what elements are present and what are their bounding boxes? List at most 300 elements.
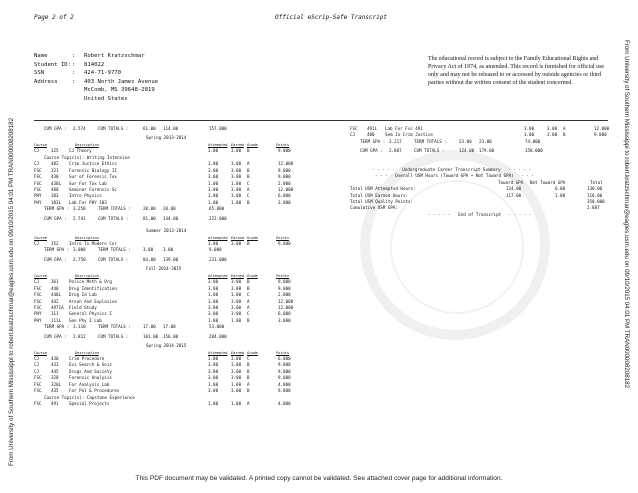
col-description: Description <box>75 142 99 147</box>
course-subject: FSC <box>350 126 358 131</box>
grade: C <box>247 356 250 361</box>
summary-toward: 117.00 <box>506 192 522 198</box>
summary-not-toward: 1.00 <box>555 192 566 198</box>
course-description: Intro Physics <box>69 193 102 199</box>
student-field <box>34 86 158 95</box>
attempted-hours: 3.00 <box>208 279 219 285</box>
totals-points: 65.000 <box>209 206 225 212</box>
grade: B <box>247 174 250 180</box>
attempted-hours: 3.00 <box>208 148 219 154</box>
col-grade: Grade <box>247 142 258 147</box>
grade: B <box>247 388 250 394</box>
earned-hours: 3.00 <box>231 311 242 317</box>
term-title: Spring 2014-2015 <box>146 343 187 349</box>
right-margin-delivery-note: From University of Southern Mississippi to robert.kratzschmar@eagles.usm.edu on 09/10/2015 04:01 PM TRAN000008208182 <box>623 40 630 389</box>
attempted-hours: 3.00 <box>208 167 219 173</box>
course-number: 352 <box>51 241 59 246</box>
totals-points: 9.000 <box>209 247 222 253</box>
student-field-separator: : <box>72 70 76 77</box>
col-attempted: Attempted <box>208 350 228 355</box>
summary-label: Total USM Earned Hours: <box>350 192 408 198</box>
col-attempted: Attempted <box>208 235 228 240</box>
earned-hours: 1.00 <box>231 401 242 407</box>
summary-label: Total USM Attempted Hours: <box>350 186 416 192</box>
course-subject: FSC <box>34 174 42 180</box>
totals-points: 53.000 <box>209 324 225 330</box>
col-course: Course <box>34 350 47 355</box>
totals-earned: 134.00 <box>163 215 179 221</box>
points: 9.000 <box>278 241 291 246</box>
attempted-hours: 3.00 <box>524 132 535 138</box>
grade: C <box>247 311 250 317</box>
left-margin-delivery-note: From University of Southern Mississippi to robert.kratzschmar@eagles.usm.edu on 09/10/2015 04:01 PM TRAN000008208182 <box>8 117 15 466</box>
gpa-totals-row <box>34 334 334 340</box>
course-subject: CJ <box>34 241 40 246</box>
term-title: Spring 2013-2014 <box>146 135 187 141</box>
col-grade: Grade <box>247 350 258 355</box>
earned-hours: 3.00 <box>231 241 242 246</box>
course-number: 497IA <box>51 304 64 310</box>
course-description: Police Meth & Org <box>69 279 112 285</box>
earned-hours: 3.00 <box>231 174 242 180</box>
totals-label: CUM TOTALS : <box>98 256 129 262</box>
grade: A <box>247 186 250 192</box>
grade: B <box>247 199 250 205</box>
col-points: Points <box>276 273 289 278</box>
totals-label: CUM TOTALS : <box>98 333 129 339</box>
course-description: Forensic Analysis <box>69 375 112 381</box>
col-grade: Grade <box>247 273 258 278</box>
earned-hours: 1.00 <box>231 180 242 186</box>
course-description: Sur For Tox Lab <box>69 180 107 186</box>
course-number: 320L <box>51 381 62 387</box>
totals-label: TERM TOTALS : <box>98 206 131 212</box>
course-number: 111 <box>51 311 59 317</box>
course-subject: FSC <box>34 180 42 186</box>
col-earned: Earned <box>231 235 244 240</box>
totals-label: CUM TOTALS : <box>98 215 129 221</box>
gpa-totals-row <box>350 148 620 154</box>
student-field-separator <box>72 86 84 95</box>
attempted-hours: 3.00 <box>208 311 219 317</box>
course-description: Field Study <box>69 304 97 310</box>
earned-hours: 3.00 <box>231 298 242 304</box>
earned-hours: 3.00 <box>231 362 242 368</box>
attempted-hours: 3.00 <box>208 304 219 310</box>
totals-earned: 20.00 <box>163 206 176 212</box>
totals-attempted: 23.00 <box>459 138 472 144</box>
earned-hours: 3.00 <box>231 304 242 310</box>
earned-hours: 3.00 <box>231 356 242 361</box>
attempted-hours: 3.00 <box>208 161 219 167</box>
col-course: Course <box>34 142 47 147</box>
totals-label: CUM TOTALS : <box>98 126 129 131</box>
course-subject: CJ <box>350 132 356 138</box>
earned-hours: 3.00 <box>231 161 242 167</box>
col-points: Points <box>276 350 289 355</box>
totals-attempted: 17.00 <box>143 324 156 330</box>
attempted-hours: 3.00 <box>208 368 219 374</box>
totals-label: TERM TOTALS : <box>98 324 131 330</box>
attempted-hours: 3.00 <box>208 186 219 192</box>
course-description: Drugs And Society <box>69 368 112 374</box>
points: 6.000 <box>278 193 291 199</box>
attempted-hours: 1.00 <box>208 292 219 298</box>
course-topic-text: Course Topic(s): Capstone Experience <box>44 394 135 400</box>
course-number: 430L <box>51 180 62 186</box>
course-number: 325 <box>51 148 59 154</box>
col-earned: Earned <box>231 273 244 278</box>
col-attempted: Attempted <box>208 142 228 147</box>
course-subject: FSC <box>34 285 42 291</box>
totals-earned: 114.00 <box>163 126 179 131</box>
grade: A <box>247 161 250 167</box>
course-subject: CJ <box>34 148 40 154</box>
summary-total: 2.887 <box>587 205 600 211</box>
points: 9.000 <box>594 132 607 138</box>
grade: B <box>563 132 566 138</box>
grade: B <box>247 167 250 173</box>
earned-hours: 3.00 <box>231 186 242 192</box>
validation-footer: This PDF document may be validated. A printed copy cannot be validated. See attached cover page for additional information. <box>135 475 503 482</box>
course-number: 482 <box>51 161 59 167</box>
earned-hours: 3.00 <box>547 126 558 131</box>
course-description: For Analysis Lab <box>69 381 110 387</box>
totals-label: TERM TOTALS : <box>414 138 447 144</box>
gpa-label: TERM GPA : <box>44 324 70 330</box>
col-points: Points <box>276 142 289 147</box>
student-field-value: McComb, MS 39648-2819 <box>84 87 155 94</box>
points: 4.000 <box>278 381 291 387</box>
header-divider <box>34 120 608 121</box>
course-subject: FSC <box>34 304 42 310</box>
course-number: 433 <box>51 362 59 368</box>
gpa-value: 3.217 <box>389 138 402 144</box>
course-description: Crim Justice Ethics <box>69 161 117 167</box>
student-field-separator <box>72 95 84 104</box>
course-subject: CJ <box>34 161 40 167</box>
student-field-value: United States <box>84 95 128 102</box>
course-number: 480 <box>367 132 375 138</box>
points: 12.000 <box>278 298 294 304</box>
points: 9.000 <box>278 285 291 291</box>
summary-subheading-text: - - - Overall USM Hours (Toward GPA + Not Toward GPA) - - - <box>375 173 534 179</box>
grade: B <box>247 368 250 374</box>
summary-total: 358.000 <box>587 198 605 204</box>
earned-hours: 3.00 <box>547 132 558 138</box>
course-description: Drug Id Lab <box>69 292 97 298</box>
totals-attempted: 101.00 <box>143 333 159 339</box>
grade: A <box>247 401 250 407</box>
course-description: Drug Identification <box>69 285 117 291</box>
totals-points: 358.000 <box>525 148 543 154</box>
points: 2.000 <box>278 180 291 186</box>
document-title: Official eScrip-Safe Transcript <box>275 14 387 21</box>
course-subject: PHY <box>34 317 42 323</box>
attempted-hours: 3.00 <box>208 356 219 361</box>
summary-label: Cumulative USM GPA: <box>350 205 398 211</box>
earned-hours: 1.00 <box>231 381 242 387</box>
totals-label: TERM TOTALS : <box>98 247 131 253</box>
points: 12.000 <box>594 126 610 131</box>
attempted-hours: 3.00 <box>208 241 219 246</box>
summary-total: 130.00 <box>587 186 603 192</box>
col-description: Description <box>75 350 99 355</box>
course-description: For Pol & Procedures <box>69 388 120 394</box>
course-description: Sur of Forensic Tox <box>69 174 117 180</box>
summary-col-not-toward: Not Toward GPA <box>530 179 566 185</box>
student-field-separator: : <box>72 61 76 68</box>
col-earned: Earned <box>231 350 244 355</box>
grade: B <box>247 285 250 291</box>
course-subject: FSC <box>34 298 42 304</box>
course-subject: CJ <box>34 362 40 368</box>
course-description: Forensic Biology II <box>69 167 117 173</box>
totals-attempted: 81.00 <box>143 215 156 221</box>
course-topic-text: Course Topic(s): Writing Intensive <box>44 154 130 160</box>
grade: A <box>247 298 250 304</box>
gpa-label: CUM GPA : <box>44 215 67 221</box>
totals-attempted: 3.00 <box>143 247 154 253</box>
gpa-totals-row <box>34 126 334 132</box>
course-number: 430 <box>51 356 59 361</box>
summary-toward: 124.00 <box>506 186 522 192</box>
student-field-value: 814022 <box>84 61 105 68</box>
points: 9.000 <box>278 174 291 180</box>
attempted-hours: 1.00 <box>208 317 219 323</box>
points: 9.000 <box>278 388 291 394</box>
course-number: 491 <box>51 401 59 407</box>
grade: B <box>247 279 250 285</box>
gpa-label: CUM GPA : <box>44 333 67 339</box>
gpa-totals-row <box>34 324 334 330</box>
course-description: CJ Theory <box>69 148 92 154</box>
col-earned: Earned <box>231 142 244 147</box>
summary-col-toward: Toward GPA <box>498 179 524 185</box>
course-description: Evi Search & Seiz <box>69 362 112 368</box>
points: 9.000 <box>278 167 291 173</box>
earned-hours: 1.00 <box>231 199 242 205</box>
attempted-hours: 3.00 <box>524 126 535 131</box>
course-subject: FSC <box>34 186 42 192</box>
totals-attempted: 61.00 <box>143 126 156 131</box>
gpa-label: TERM GPA : <box>44 247 70 253</box>
summary-col-total: Total <box>590 179 603 185</box>
left-column-courses <box>34 126 334 408</box>
attempted-hours: 3.00 <box>208 285 219 291</box>
student-field-value: Robert Kratzschmar <box>84 53 145 59</box>
gpa-totals-row <box>34 206 334 212</box>
course-subject: PHY <box>34 311 42 317</box>
grade: B <box>247 317 250 323</box>
grade: A <box>247 304 250 310</box>
gpa-totals-row <box>34 216 334 222</box>
student-field <box>34 78 158 87</box>
student-field-label <box>34 95 72 104</box>
grade: C <box>247 180 250 186</box>
grade: A <box>247 381 250 387</box>
course-number: 111L <box>51 317 62 323</box>
earned-hours: 3.00 <box>231 375 242 381</box>
course-number: 320 <box>51 375 59 381</box>
course-description: Special Projects <box>69 401 110 407</box>
student-field-label <box>34 86 72 95</box>
gpa-value: 3.000 <box>73 247 86 253</box>
points: 9.000 <box>278 375 291 381</box>
gpa-value: 2.574 <box>73 126 86 131</box>
totals-points: 157.000 <box>209 126 227 131</box>
gpa-label: TERM GPA : <box>360 138 386 144</box>
grade: B <box>247 362 250 368</box>
course-subject: FSC <box>34 381 42 387</box>
points: 9.000 <box>278 368 291 374</box>
student-field-label: Student ID: <box>34 61 72 68</box>
student-field-separator: : <box>72 78 76 85</box>
summary-heading-text: - - - - - Undergraduate Career Transcript Summary - - - - - <box>372 166 531 172</box>
student-field-label: Address <box>34 78 58 85</box>
earned-hours: 3.00 <box>231 388 242 394</box>
course-subject: FSC <box>34 388 42 394</box>
page-number: Page 2 of 2 <box>34 14 74 21</box>
points: 12.000 <box>278 304 294 310</box>
points: 3.000 <box>278 317 291 323</box>
totals-label: CUM TOTALS : <box>414 148 445 154</box>
earned-hours: 1.00 <box>231 292 242 298</box>
course-subject: FSC <box>34 401 42 407</box>
attempted-hours: 1.00 <box>208 199 219 205</box>
course-number: 480 <box>51 186 59 192</box>
student-field-label: SSN <box>34 70 45 77</box>
col-course: Course <box>34 273 47 278</box>
course-row <box>34 401 334 407</box>
earned-hours: 3.00 <box>231 279 242 285</box>
gpa-value: 2.812 <box>73 333 86 339</box>
totals-earned: 156.00 <box>163 333 179 339</box>
earned-hours: 3.00 <box>231 285 242 291</box>
points: 6.000 <box>278 356 291 361</box>
course-number: 103 <box>51 193 59 199</box>
student-field <box>34 52 158 61</box>
end-of-transcript-text: - - - - - End of Transcript - - - - - <box>428 211 532 217</box>
course-number: 435 <box>51 388 59 394</box>
gpa-label: CUM GPA : <box>360 148 383 154</box>
grade: B <box>247 241 250 246</box>
student-field-value: 424-71-9770 <box>84 70 122 77</box>
gpa-value: 3.118 <box>73 324 86 330</box>
course-subject: FSC <box>34 167 42 173</box>
grade: A <box>563 126 566 131</box>
earned-hours: 1.00 <box>231 317 242 323</box>
course-subject: CJ <box>34 368 40 374</box>
points: 9.000 <box>278 279 291 285</box>
attempted-hours: 1.00 <box>208 381 219 387</box>
gpa-value: 2.741 <box>73 215 86 221</box>
course-description: Seminar Forensic Sc <box>69 186 117 192</box>
col-grade: Grade <box>247 235 258 240</box>
grade: B <box>247 148 250 154</box>
course-number: 440L <box>51 292 62 298</box>
grade: B <box>247 375 250 381</box>
term-title: Fall 2014-2015 <box>146 266 182 272</box>
totals-earned: 3.00 <box>163 247 174 253</box>
right-column-courses <box>350 126 620 218</box>
course-description: General Physics I <box>69 311 112 317</box>
gpa-label: CUM GPA : <box>44 256 67 262</box>
course-number: 491L <box>367 126 378 131</box>
totals-attempted: 124.00 <box>459 148 475 154</box>
course-subject: FSC <box>34 292 42 298</box>
col-description: Description <box>75 273 99 278</box>
points: 3.000 <box>278 199 291 205</box>
attempted-hours: 3.00 <box>208 388 219 394</box>
totals-earned: 179.00 <box>479 148 495 154</box>
points: 2.000 <box>278 292 291 298</box>
totals-attempted: 84.00 <box>143 256 156 262</box>
grade: C <box>247 193 250 199</box>
points: 12.000 <box>278 161 294 167</box>
course-subject: CJ <box>34 356 40 361</box>
student-field-separator: : <box>72 53 76 59</box>
course-number: 321 <box>51 167 59 173</box>
totals-points: 231.000 <box>209 256 227 262</box>
gpa-totals-row <box>350 139 620 145</box>
student-field <box>34 69 158 78</box>
course-subject: CJ <box>34 279 40 285</box>
gpa-label: TERM GPA : <box>44 206 70 212</box>
earned-hours: 3.00 <box>231 167 242 173</box>
course-number: 440 <box>51 285 59 291</box>
col-points: Points <box>276 235 289 240</box>
attempted-hours: 1.00 <box>208 180 219 186</box>
earned-hours: 3.00 <box>231 368 242 374</box>
end-of-transcript <box>350 212 620 218</box>
points: 4.000 <box>278 401 291 407</box>
points: 9.000 <box>278 362 291 368</box>
course-number: 445 <box>51 368 59 374</box>
col-course: Course <box>34 235 47 240</box>
summary-total: 118.00 <box>587 192 603 198</box>
student-field-label: Name <box>34 53 48 59</box>
course-description: Arson And Explosive <box>69 298 117 304</box>
course-description: Crim Procedure <box>69 356 105 361</box>
ferpa-notice: The educational record is subject to the Family Educational Rights and Privacy Act of 1974, as amended. This record is furnished for official use only and may not be released to or accessed by outside agencies or third parties without the written consent of the student concerned. <box>428 56 605 86</box>
totals-attempted: 20.00 <box>143 206 156 212</box>
gpa-value: 2.750 <box>73 256 86 262</box>
attempted-hours: 3.00 <box>208 362 219 368</box>
attempted-hours: 3.00 <box>208 193 219 199</box>
course-description: Gen Phy I Lab <box>69 317 102 323</box>
earned-hours: 3.00 <box>231 193 242 199</box>
gpa-label: CUM GPA : <box>44 126 67 131</box>
student-field-value: 403 North James Avenue <box>84 78 159 85</box>
gpa-value: 3.250 <box>73 206 86 212</box>
course-description: Lab For Fsc 491 <box>385 126 423 131</box>
totals-points: 284.000 <box>209 333 227 339</box>
totals-earned: 17.00 <box>163 324 176 330</box>
col-description: Description <box>75 235 99 240</box>
totals-points: 74.000 <box>525 138 541 144</box>
totals-earned: 23.00 <box>479 138 492 144</box>
totals-earned: 139.00 <box>163 256 179 262</box>
student-field <box>34 95 158 104</box>
course-number: 430 <box>51 174 59 180</box>
term-title: Summer 2013-2014 <box>146 228 187 234</box>
attempted-hours: 3.00 <box>208 174 219 180</box>
totals-points: 222.000 <box>209 215 227 221</box>
attempted-hours: 1.00 <box>208 401 219 407</box>
course-subject: PHY <box>34 199 42 205</box>
course-description: Sem In Crim Justice <box>385 132 433 138</box>
